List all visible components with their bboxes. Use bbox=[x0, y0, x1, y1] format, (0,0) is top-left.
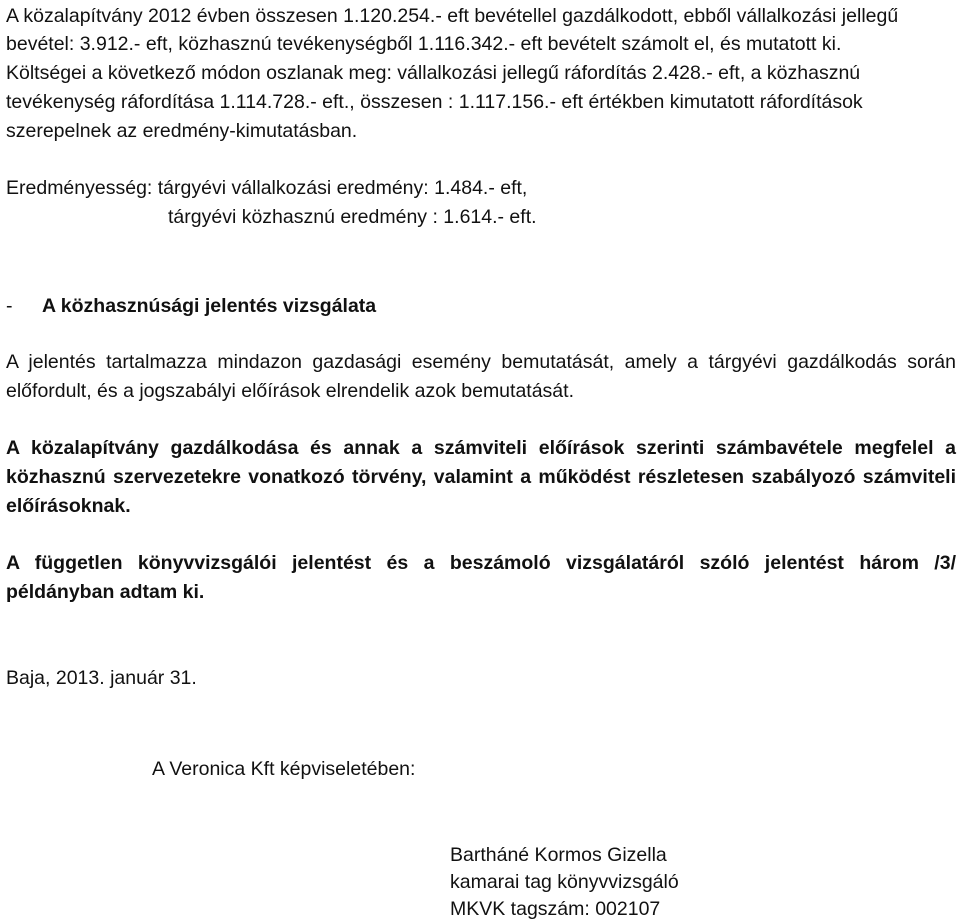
paragraph-compliance: A közalapítvány gazdálkodása és annak a számviteli előírások szerinti számbavétele megfelel a közhasznú szervezetekre vonatkozó törvény, valamint a működést részletesen szabályozó számviteli előírásoknak. bbox=[6, 437, 956, 517]
intro-line-2: bevétel: 3.912.- eft, közhasznú tevékenységből 1.116.342.- eft bevételt számolt el, és mutatott ki. bbox=[6, 33, 842, 55]
intro-line-5: szerepelnek az eredmény-kimutatásban. bbox=[6, 120, 358, 142]
place-date: Baja, 2013. január 31. bbox=[6, 667, 197, 689]
signatory-membership: MKVK tagszám: 002107 bbox=[450, 898, 661, 920]
intro-line-3: Költségei a következő módon oszlanak meg: vállalkozási jellegű ráfordítás 2.428.- eft, a közhasznú bbox=[6, 62, 861, 84]
heading-title: A közhasznúsági jelentés vizsgálata bbox=[42, 295, 377, 317]
signatory-name: Bartháné Kormos Gizella bbox=[450, 844, 667, 866]
representation-line: A Veronica Kft képviseletében: bbox=[152, 758, 416, 780]
results-line-business: Eredményesség: tárgyévi vállalkozási eredmény: 1.484.- eft, bbox=[6, 177, 528, 199]
intro-line-1: A közalapítvány 2012 évben összesen 1.120.254.- eft bevétellel gazdálkodott, ebből vállalkozási jellegű bbox=[6, 5, 899, 27]
heading-dash: - bbox=[6, 295, 13, 317]
results-line-public-benefit: tárgyévi közhasznú eredmény : 1.614.- eft. bbox=[168, 206, 537, 228]
paragraph-report-contents: A jelentés tartalmazza mindazon gazdasági esemény bemutatását, amely a tárgyévi gazdálkodás során előfordult, és a jogszabályi előírások elrendelik azok bemutatását. bbox=[6, 351, 956, 402]
paragraph-copies: A független könyvvizsgálói jelentést és a beszámoló vizsgálatáról szóló jelentést három /3/ példányban adtam ki. bbox=[6, 552, 956, 603]
section-heading bbox=[6, 295, 376, 318]
intro-line-4: tevékenység ráfordítása 1.114.728.- eft., összesen : 1.117.156.- eft értékben kimutatott ráfordítások bbox=[6, 91, 863, 113]
signatory-role: kamarai tag könyvvizsgáló bbox=[450, 871, 679, 893]
